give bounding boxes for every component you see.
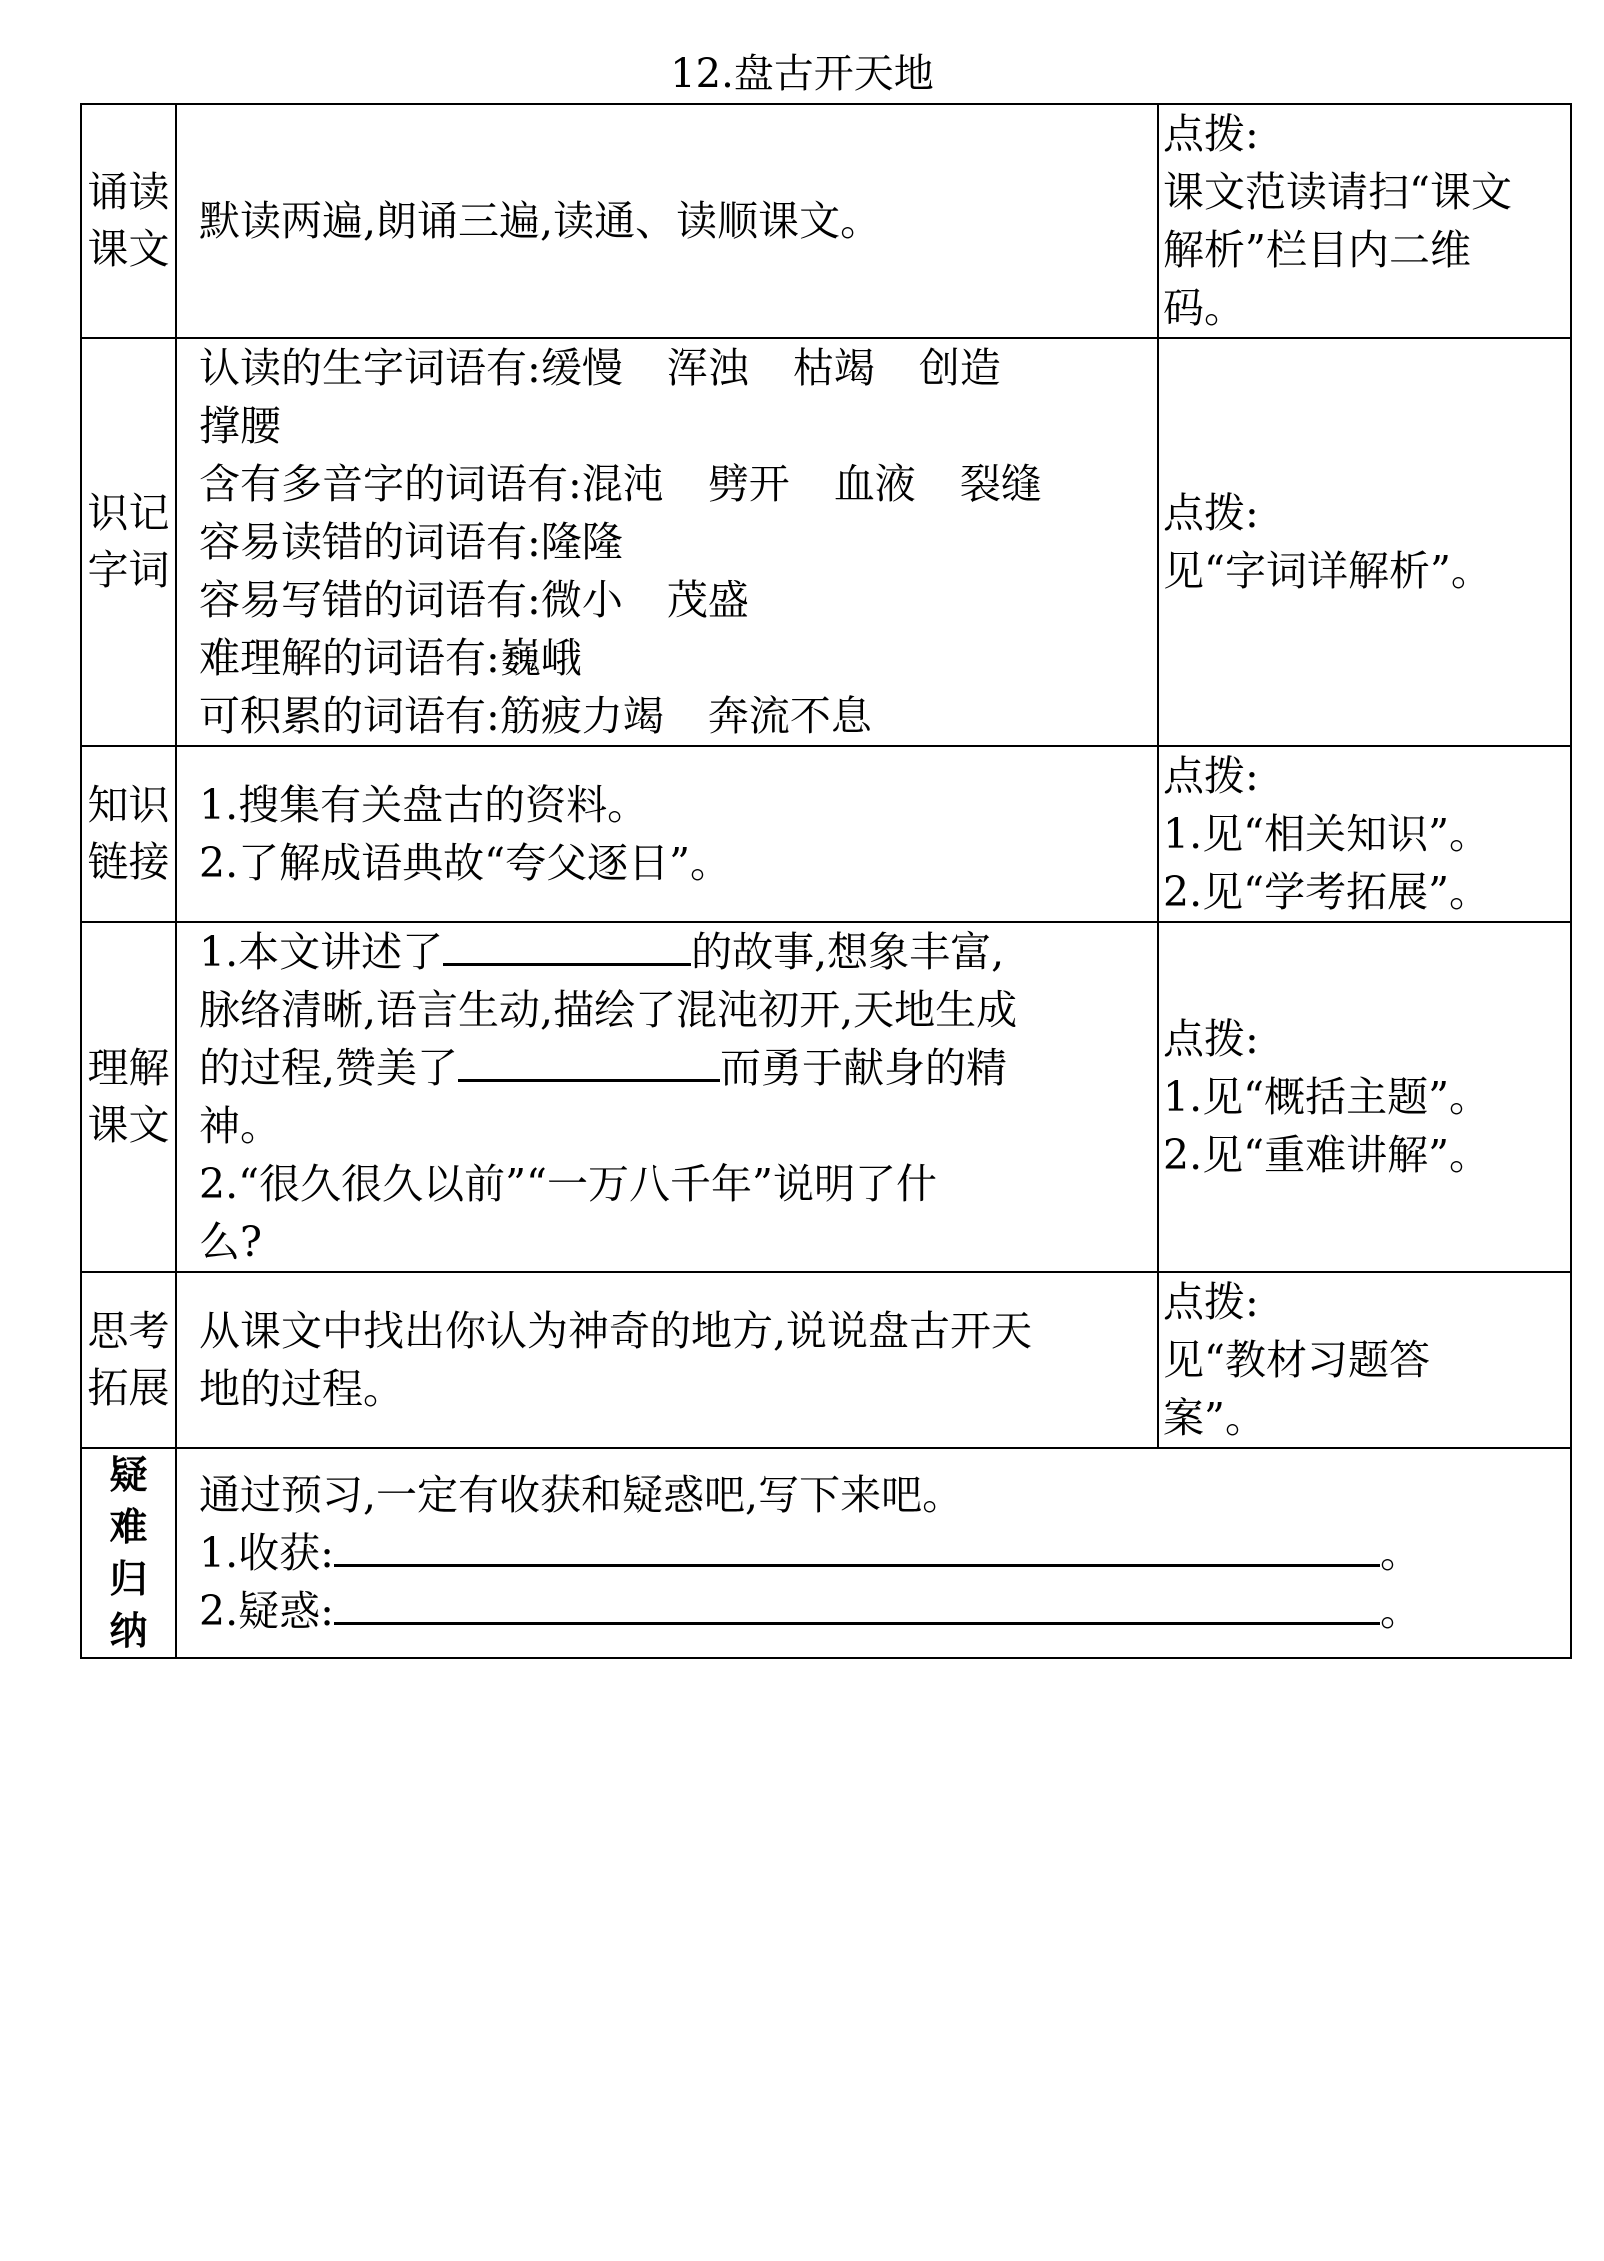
row-tip: 点拨: 1.见“概括主题”。 2.见“重难讲解”。 (1158, 922, 1571, 1272)
preview-table (80, 103, 1572, 1659)
row-label: 思考 拓展 (81, 1272, 176, 1448)
answer-blank[interactable] (458, 1039, 720, 1082)
table-row (81, 1448, 1571, 1658)
answer-blank[interactable] (443, 923, 691, 966)
doubt-input-line[interactable] (334, 1582, 1380, 1625)
row-label: 理解 课文 (81, 922, 176, 1272)
table-row (81, 104, 1571, 338)
page-title: 12.盘古开天地 (670, 51, 934, 97)
table-row (81, 922, 1571, 1272)
row-content: 认读的生字词语有:缓慢 浑浊 枯竭 创造 撑腰 含有多音字的词语有:混沌 劈开 血液 裂缝 容易读错的词语有:隆隆 容易写错的词语有:微小 茂盛 难理解的词语有:巍峨 可积累的词语有:筋疲力竭 奔流不息 (176, 338, 1158, 746)
row-content: 1.搜集有关盘古的资料。 2.了解成语典故“夸父逐日”。 (176, 746, 1158, 922)
row-tip: 点拨: 见“教材习题答 案”。 (1158, 1272, 1571, 1448)
row-content: 通过预习,一定有收获和疑惑吧,写下来吧。 1.收获: 。 2.疑惑: 。 (176, 1448, 1571, 1658)
table-row (81, 746, 1571, 922)
row-label: 识记 字词 (81, 338, 176, 746)
row-content: 默读两遍,朗诵三遍,读通、读顺课文。 (176, 104, 1158, 338)
row-content: 从课文中找出你认为神奇的地方,说说盘古开天 地的过程。 (176, 1272, 1158, 1448)
row-label: 疑 难 归 纳 (81, 1448, 176, 1658)
row-label: 知识 链接 (81, 746, 176, 922)
gain-input-line[interactable] (334, 1524, 1380, 1567)
table-row (81, 338, 1571, 746)
row-tip: 点拨: 1.见“相关知识”。 2.见“学考拓展”。 (1158, 746, 1571, 922)
row-tip: 点拨: 见“字词详解析”。 (1158, 338, 1571, 746)
row-label: 诵读 课文 (81, 104, 176, 338)
table-row (81, 1272, 1571, 1448)
row-content: 1.本文讲述了 的故事,想象丰富, 脉络清晰,语言生动,描绘了混沌初开,天地生成 的过程,赞美了 而勇于献身的精 神。 2.“很久很久以前”“一万八千年”说明了什 么? (176, 922, 1158, 1272)
row-tip: 点拨: 课文范读请扫“课文 解析”栏目内二维 码。 (1158, 104, 1571, 338)
